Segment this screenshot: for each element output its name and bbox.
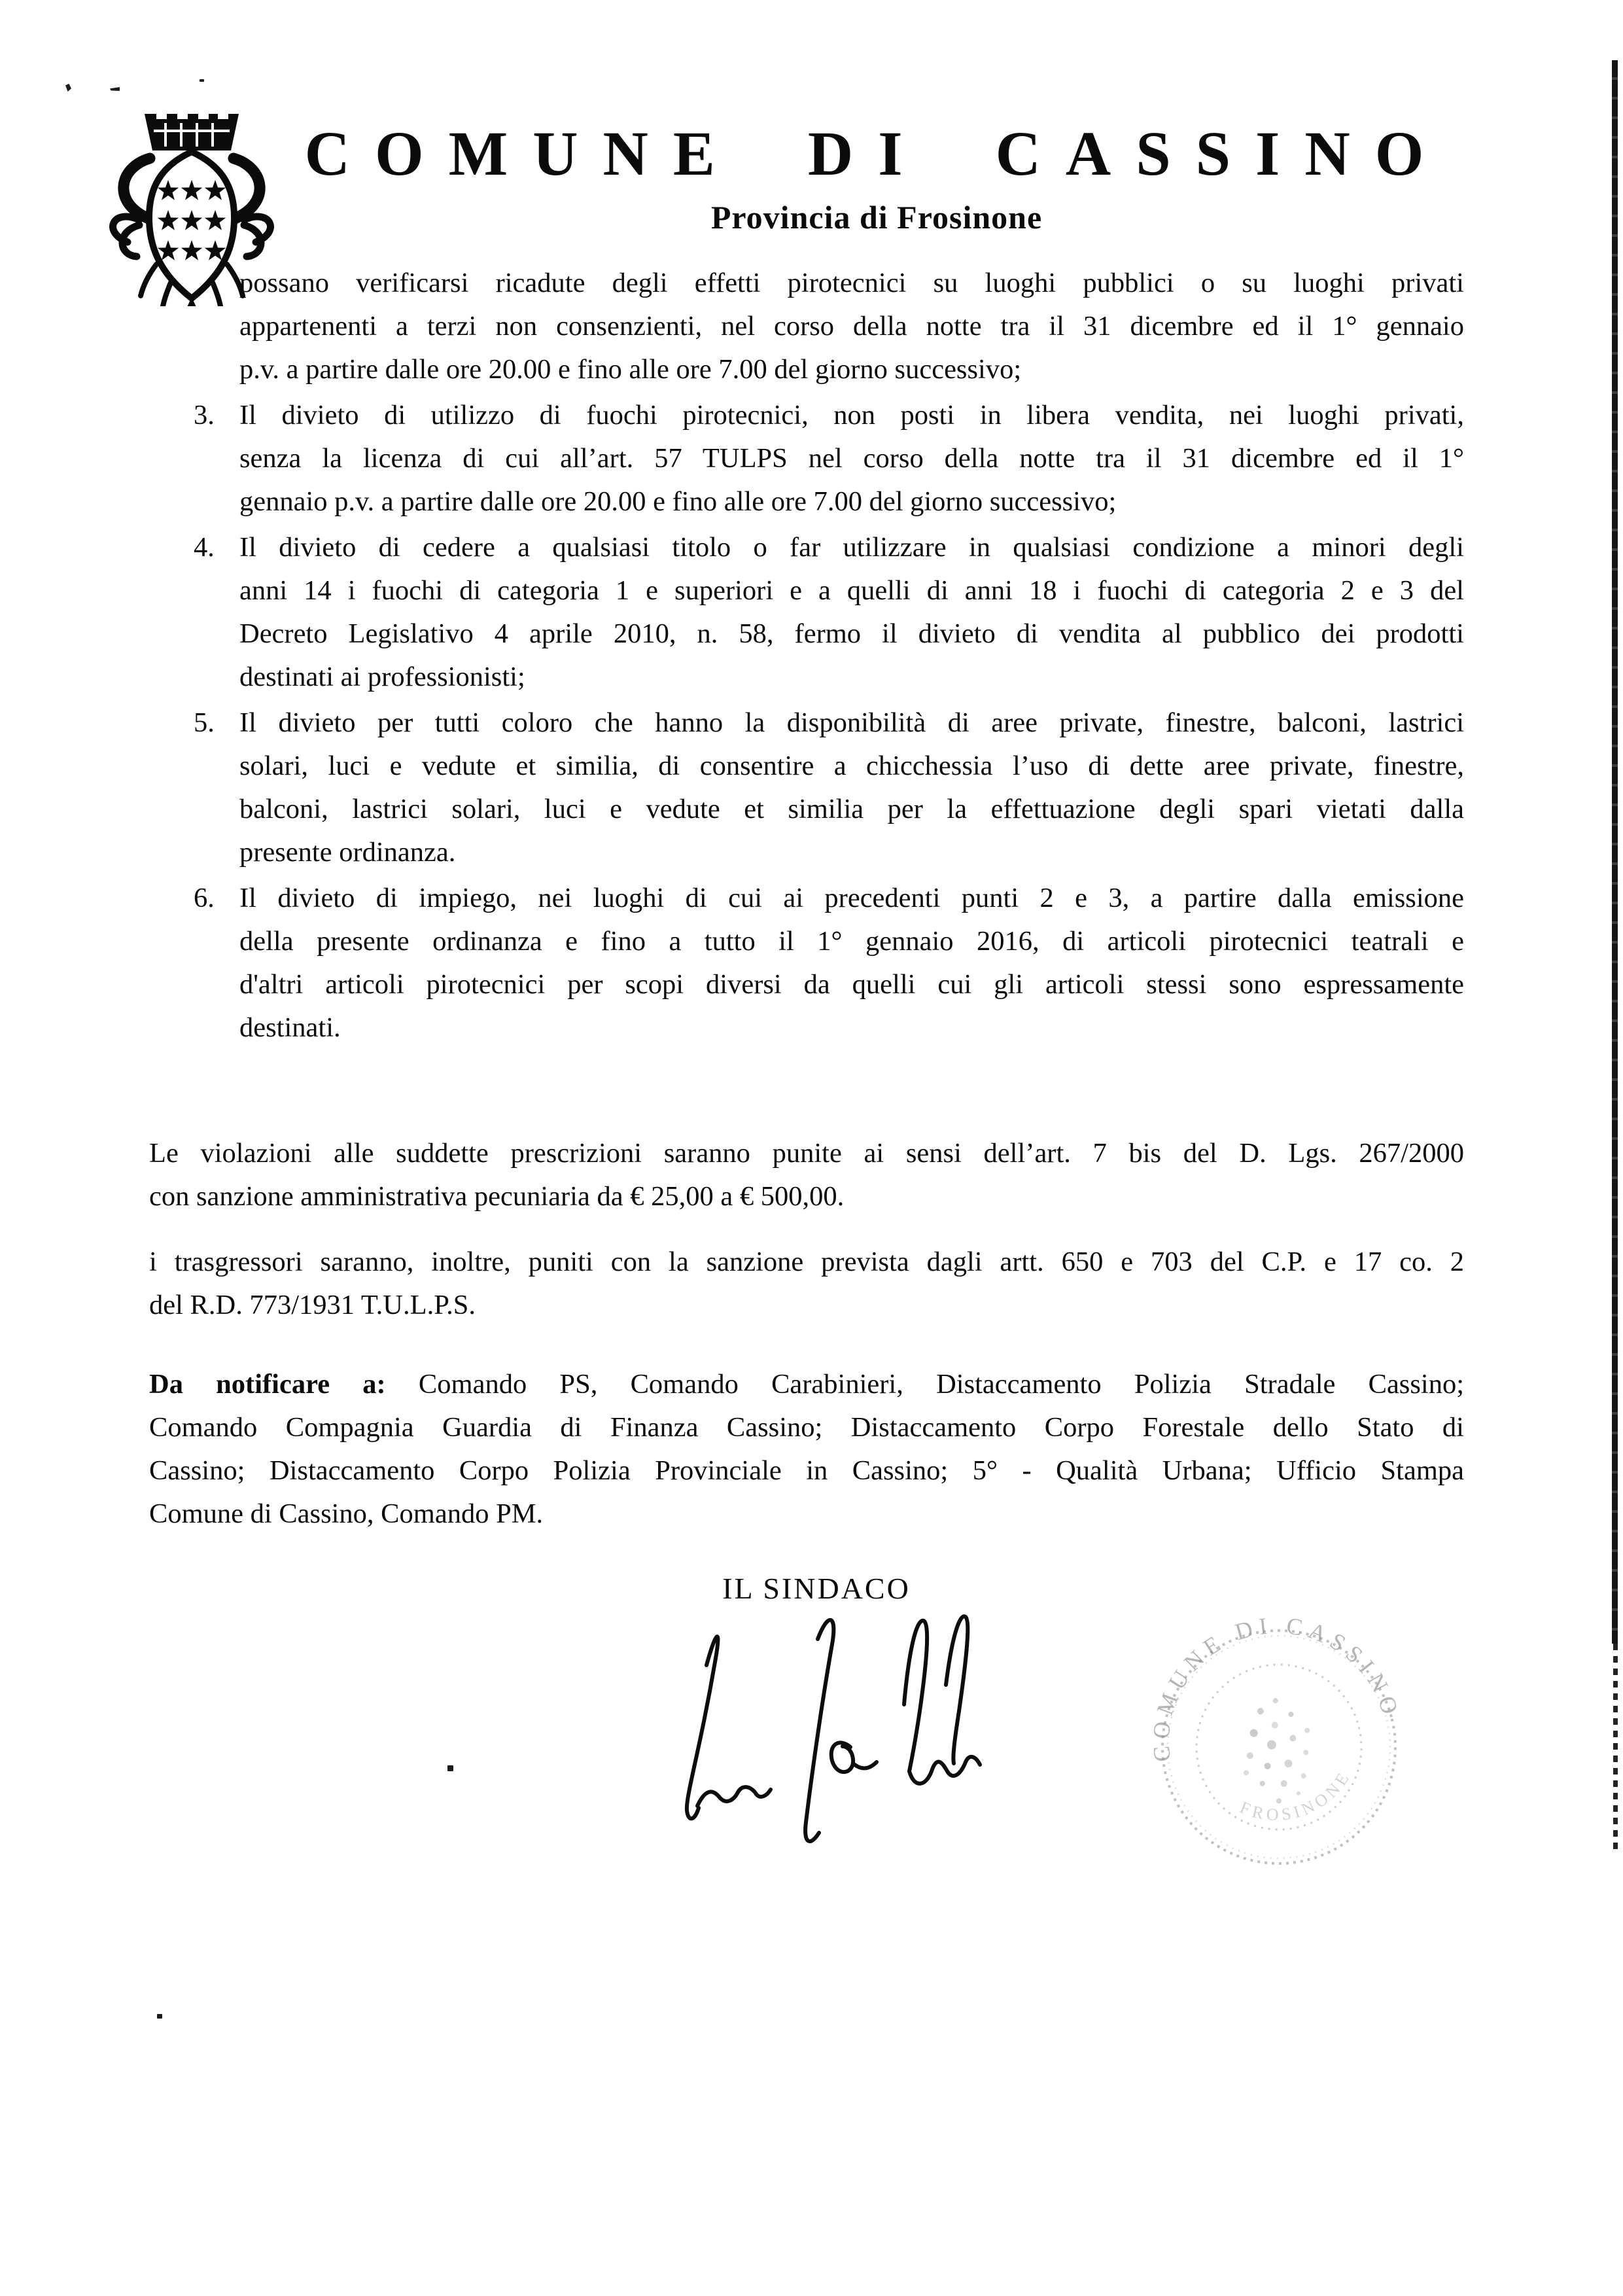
text-line: Comune di Cassino, Comando PM.	[149, 1498, 544, 1529]
left-horn	[124, 158, 150, 219]
paragraph-bold-prefix: Da notificare a:	[149, 1369, 386, 1400]
right-ribbon	[244, 217, 270, 256]
text-line: Cassino; Distaccamento Corpo Polizia Provinciale in Cassino; 5° - Qualità Urbana; Ufficio Stampa	[149, 1455, 1464, 1486]
stars	[158, 180, 226, 260]
text-line: anni 14 i fuochi di categoria 1 e superiori e a quelli di anni 18 i fuochi di categoria 2 e 3 del	[239, 575, 1464, 606]
list-item-number: 4.	[194, 532, 215, 563]
closing-paragraphs	[149, 1132, 1464, 1536]
scan-speck	[157, 2014, 162, 2019]
text-line: Il divieto di cedere a qualsiasi titolo o far utilizzare in qualsiasi condizione a minori degli	[239, 532, 1464, 563]
list-item	[194, 394, 1464, 523]
text-line: del R.D. 773/1931 T.U.L.P.S.	[149, 1290, 476, 1320]
paragraph	[149, 1132, 1464, 1218]
stamp-speckles	[1228, 1692, 1325, 1810]
text-line: Comando Compagnia Guardia di Finanza Cassino; Distaccamento Corpo Forestale dello Stato di	[149, 1412, 1464, 1443]
text-line: Il divieto di utilizzo di fuochi pirotecnici, non posti in libera vendita, nei luoghi privati,	[239, 400, 1464, 431]
text-line: destinati ai professionisti;	[239, 662, 525, 692]
list-item-number: 6.	[194, 883, 215, 913]
list-item	[194, 526, 1464, 699]
text-line: appartenenti a terzi non consenzienti, nel corso della notte tra il 31 dicembre ed il 1° gennaio	[239, 311, 1464, 342]
page-subtitle: Provincia di Frosinone	[710, 199, 1043, 236]
page-title: COMUNE DI CASSINO	[304, 118, 1449, 188]
round-stamp-icon	[1135, 1603, 1423, 1891]
stamp-arc-text: COMUNE DI CASSINO	[1147, 1612, 1405, 1763]
crown	[145, 110, 239, 150]
text-line: Da notificare a: Comando PS, Comando Carabinieri, Distaccamento Polizia Stradale Cassino;	[149, 1369, 1464, 1400]
text-line: della presente ordinanza e fino a tutto il 1° gennaio 2016, di articoli pirotecnici teatrali e	[239, 926, 1464, 957]
text-line: Il divieto di impiego, nei luoghi di cui ai precedenti punti 2 e 3, a partire dalla emissione	[239, 883, 1464, 913]
list-item-number: 3.	[194, 400, 215, 431]
document-body	[149, 262, 1464, 1536]
text-line: solari, luci e vedute et similia, di consentire a chicchessia l’uso di dette aree private, finestre,	[239, 751, 1464, 781]
list-item-number: 5.	[194, 707, 215, 738]
paragraph	[149, 1241, 1464, 1327]
intro-paragraph	[239, 262, 1464, 391]
text-line: possano verificarsi ricadute degli effetti pirotecnici su luoghi pubblici o su luoghi privati	[239, 268, 1464, 298]
handwritten-signature-icon	[654, 1600, 994, 1862]
text-line: p.v. a partire dalle ore 20.00 e fino alle ore 7.00 del giorno successivo;	[239, 354, 1022, 385]
stamp-arc-text-bottom: FROSINONE	[1237, 1766, 1355, 1825]
list-item	[194, 701, 1464, 874]
paragraph	[149, 1363, 1464, 1536]
text-line: Le violazioni alle suddette prescrizioni saranno punite ai sensi dell’art. 7 bis del D. Lgs. 267/2000	[149, 1138, 1464, 1169]
text-line: Il divieto per tutti coloro che hanno la disponibilità di aree private, finestre, balconi, lastrici	[239, 707, 1464, 738]
ordinance-list	[149, 394, 1464, 1050]
svg-text:FROSINONE	[1232, 1763, 1362, 1835]
text-line: destinati.	[239, 1012, 341, 1043]
list-item	[194, 877, 1464, 1050]
text-line: presente ordinanza.	[239, 837, 456, 868]
text-line: d'altri articoli pirotecnici per scopi diversi da quelli cui gli articoli stessi sono espressamente	[239, 969, 1464, 1000]
text-line: balconi, lastrici solari, luci e vedute et similia per la effettuazione degli spari vietati dalla	[239, 794, 1464, 824]
svg-text:COMUNE DI CASSINO	[1135, 1603, 1405, 1779]
scan-speck	[447, 1765, 453, 1771]
scan-speck	[200, 79, 204, 82]
scan-speck	[110, 87, 120, 91]
scan-edge-artifact-dashed	[1613, 1644, 1618, 1852]
text-line: con sanzione amministrativa pecuniaria da € 25,00 a € 500,00.	[149, 1181, 845, 1212]
right-horn	[234, 158, 260, 219]
text-line: i trasgressori saranno, inoltre, puniti con la sanzione prevista dagli artt. 650 e 703 del C.P. e 17 co. 2	[149, 1246, 1464, 1277]
text-line: senza la licenza di cui all’art. 57 TULPS nel corso della notte tra il 31 dicembre ed il 1°	[239, 443, 1464, 474]
scan-speck	[65, 84, 71, 92]
scan-edge-artifact	[1612, 60, 1618, 1644]
signature-title: IL SINDACO	[722, 1572, 911, 1605]
text-line: Decreto Legislativo 4 aprile 2010, n. 58, fermo il divieto di vendita al pubblico dei prodotti	[239, 618, 1464, 649]
left-ribbon	[113, 217, 139, 256]
text-line: gennaio p.v. a partire dalle ore 20.00 e fino alle ore 7.00 del giorno successivo;	[239, 486, 1117, 517]
